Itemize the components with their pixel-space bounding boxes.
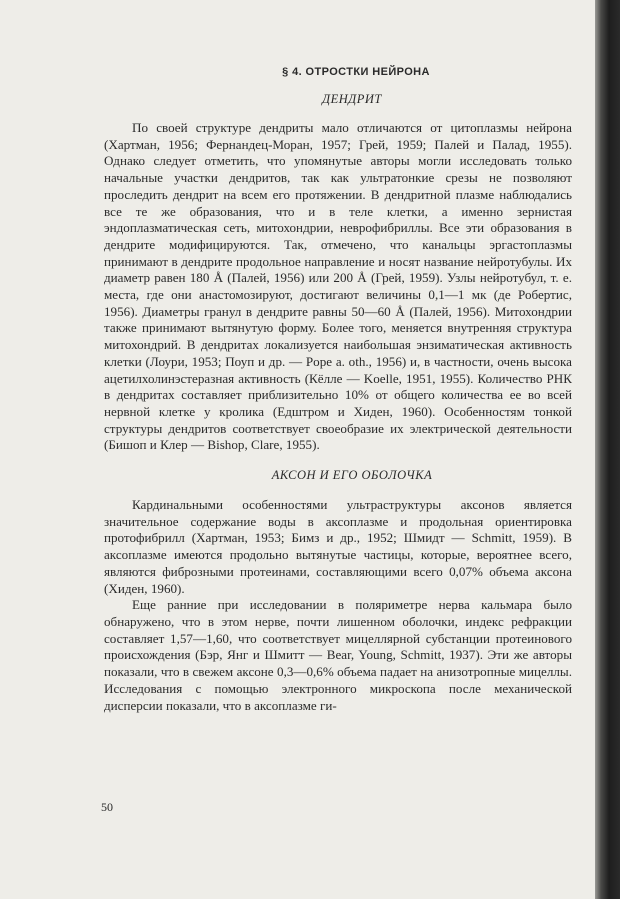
axon-paragraph-2: Еще ранние при исследовании в поляриметре нерва кальмара было обнаружено, что в этом нерве, почти лишенном оболочки, индекс рефракции составляет 1,57—1,60, что соответствует мицеллярной субстанции протеинового происхождения (Бэр, Янг и Шмитт — Bear, Young, Schmitt, 1937). Эти же авторы показали, что в свежем аксоне 0,3—0,6% объема падает на анизотропные мицеллы. Исследования с помощью электронного микроскопа после механической дисперсии показали, что в аксоплазме ги- <box>104 597 572 713</box>
page-number: 50 <box>101 800 113 814</box>
page-content <box>104 66 572 714</box>
book-binding-edge <box>595 0 620 899</box>
axon-heading: АКСОН И ЕГО ОБОЛОЧКА <box>271 468 433 483</box>
dendrite-heading: ДЕНДРИТ <box>322 92 382 106</box>
dendrite-paragraph: По своей структуре дендриты мало отличаются от цитоплазмы нейрона (Хартман, 1956; Фернандец-Моран, 1957; Грей, 1959; Палей и Палад, 1955). Однако следует отметить, что упомянутые авторы могли исследовать только начальные участки дендритов, так как ультратонкие срезы не позволяют проследить дендрит на всем его протяжении. В дендритной плазме наблюдались все те же образования, что и в теле клетки, а именно зернистая эндоплазматическая сеть, митохондрии, неврофибриллы. Все эти образования в дендрите модифицируются. Так, отмечено, что канальцы эргастоплазмы принимают в дендрите продольное направление и носят название нейротубулы. Их диаметр равен 180 Å (Палей, 1956) или 200 Å (Грей, 1959). Узлы нейротубул, т. е. места, где они анастомозируют, достигают величины 0,1—1 мк (де Робертис, 1956). Диаметры гранул в дендрите равны 50—60 Å (Палей, 1956). Митохондрии также принимают вытянутую форму. Более того, меняется внутренняя структура митохондрий. В дендритах локализуется наибольшая энзиматическая активность клетки (Лоури, 1953; Поуп и др. — Pope a. oth., 1956) и, в частности, очень высока ацетилхолинэстеразная активность (Кёлле — Koelle, 1951, 1955). Количество РНК в дендритах составляет приблизительно 10% от общего количества ее во всей нервной клетке у кролика (Едштром и Хиден, 1960). Особенностям тонкой структуры дендритов соответствует своеобразие их электрической деятельности (Бишоп и Клер — Bishop, Clare, 1955). <box>104 120 572 453</box>
axon-paragraph-1: Кардинальными особенностями ультраструктуры аксонов является значительное содержание воды в аксоплазме и продольная ориентировка протофибрилл (Хартман, 1953; Бимз и др., 1952; Шмидт — Schmitt, 1959). В аксоплазме имеются продольно вытянутые частицы, которые, вероятнее всего, являются фиброзными протеинами, составляющими всего 0,07% объема аксона (Хиден, 1960). <box>104 497 572 596</box>
section-title: § 4. ОТРОСТКИ НЕЙРОНА <box>282 66 430 78</box>
